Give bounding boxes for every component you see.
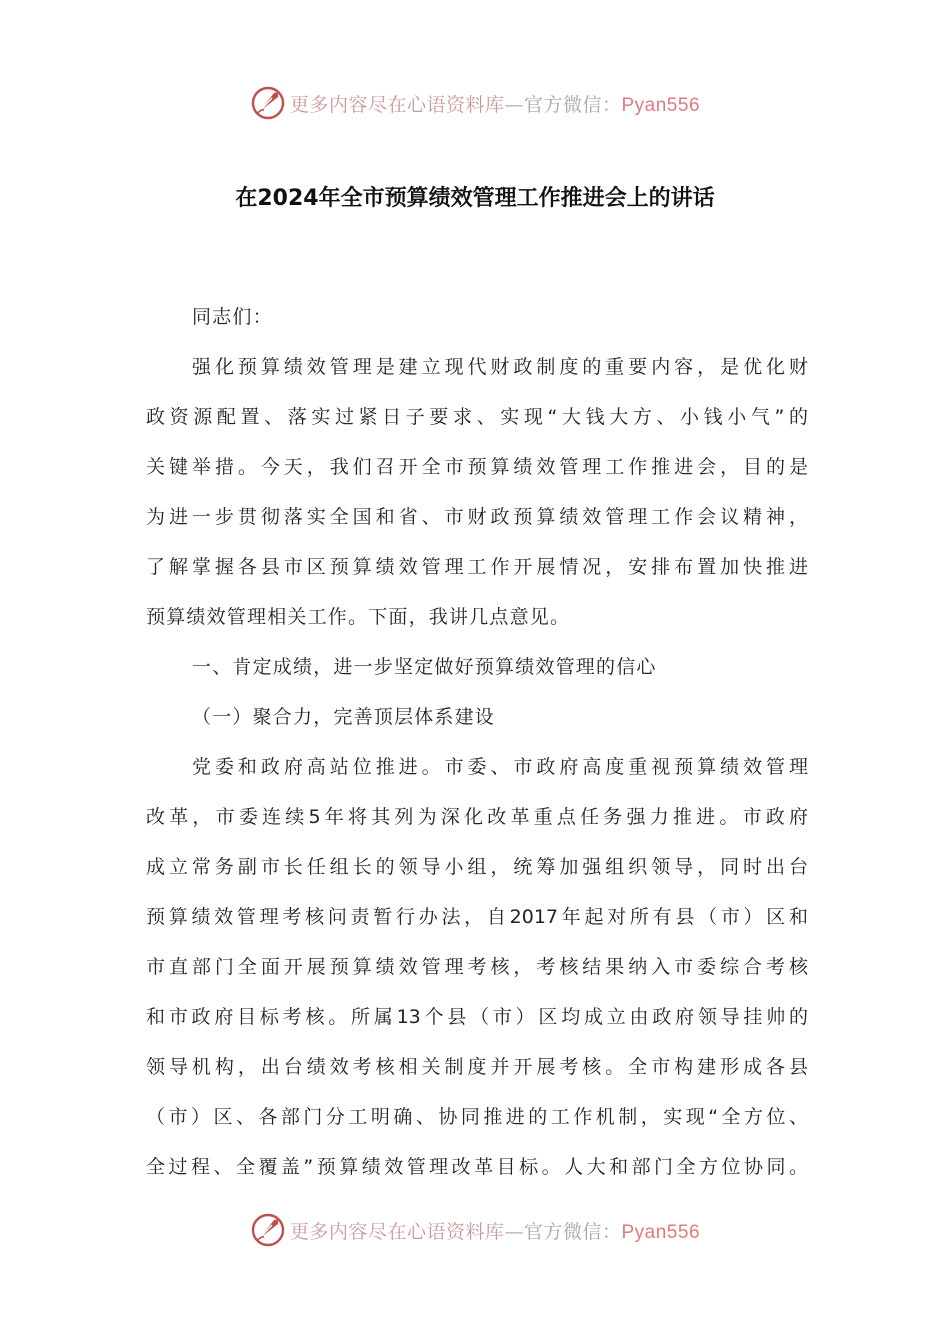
text-line: 预算绩效管理考核问责暂行办法，自2017年起对所有县（市）区和 <box>146 906 808 928</box>
watermark-wechat-label: 官方微信： <box>523 93 622 116</box>
document-body <box>146 301 808 1201</box>
header-watermark <box>0 85 950 121</box>
text-line: 为进一步贯彻落实全国和省、市财政预算绩效管理工作会议精神， <box>146 506 808 528</box>
watermark-wechat-label: 官方微信： <box>523 1220 622 1243</box>
text-line: 了解掌握各县市区预算绩效管理工作开展情况，安排布置加快推进 <box>146 556 808 578</box>
footer-watermark <box>0 1212 950 1248</box>
text-line: 党委和政府高站位推进。市委、市政府高度重视预算绩效管理 <box>192 756 808 778</box>
document-title: 在2024年全市预算绩效管理工作推进会上的讲话 <box>235 186 715 211</box>
section-heading: 一、肯定成绩，进一步坚定做好预算绩效管理的信心 <box>192 656 657 678</box>
text-line: 市直部门全面开展预算绩效管理考核，考核结果纳入市委综合考核 <box>146 956 808 978</box>
text-line: （市）区、各部门分工明确、协同推进的工作机制，实现“全方位、 <box>146 1106 808 1128</box>
text-line: 预算绩效管理相关工作。下面，我讲几点意见。 <box>146 606 571 628</box>
text-line: 成立常务副市长任组长的领导小组，统筹加强组织领导，同时出台 <box>146 856 808 878</box>
text-line: 全过程、全覆盖”预算绩效管理改革目标。人大和部门全方位协同。 <box>146 1156 808 1178</box>
watermark-dash: — <box>504 1220 524 1243</box>
text-line: 同志们： <box>192 306 273 328</box>
text-line: 强化预算绩效管理是建立现代财政制度的重要内容，是优化财 <box>192 356 808 378</box>
watermark-site-text: 更多内容尽在心语资料库 <box>289 93 505 116</box>
quill-pen-icon <box>250 1212 286 1248</box>
watermark-text <box>290 1217 700 1244</box>
text-line: 领导机构，出台绩效考核相关制度并开展考核。全市构建形成各县 <box>146 1056 808 1078</box>
subsection-heading: （一）聚合力，完善顶层体系建设 <box>192 706 496 728</box>
watermark-text <box>290 90 700 117</box>
text-line: 政资源配置、落实过紧日子要求、实现“大钱大方、小钱小气”的 <box>146 406 808 428</box>
text-line: 改革，市委连续5年将其列为深化改革重点任务强力推进。市政府 <box>146 806 808 828</box>
watermark-wechat-id: Pyan556 <box>621 1221 701 1243</box>
text-line: 关键举措。今天，我们召开全市预算绩效管理工作推进会，目的是 <box>146 456 808 478</box>
watermark-site-text: 更多内容尽在心语资料库 <box>289 1220 505 1243</box>
watermark-wechat-id: Pyan556 <box>621 94 701 116</box>
quill-pen-icon <box>250 85 286 121</box>
watermark-dash: — <box>504 93 524 116</box>
text-line: 和市政府目标考核。所属13个县（市）区均成立由政府领导挂帅的 <box>146 1006 808 1028</box>
